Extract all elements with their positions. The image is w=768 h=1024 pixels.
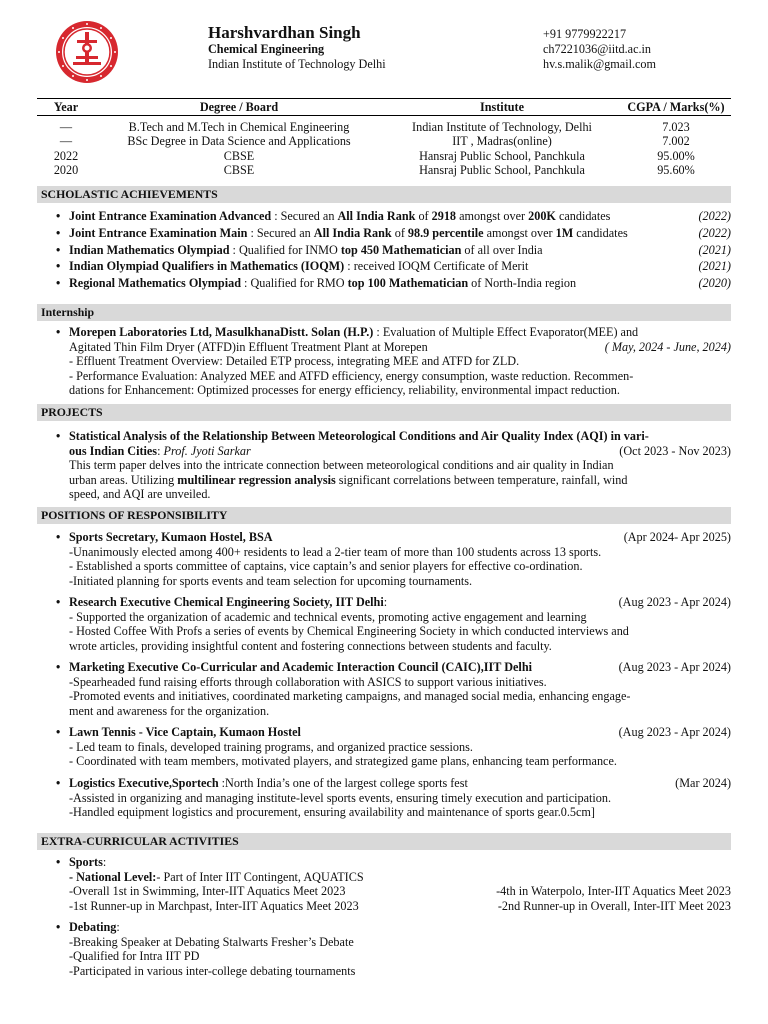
table-row — [37, 116, 731, 135]
section-extra-curricular: EXTRA-CURRICULAR ACTIVITIES — [37, 833, 731, 850]
eca-debating-item: -Qualified for Intra IIT PD — [69, 949, 200, 964]
list-item: • Joint Entrance Examination Main : Secured an All India Rank of 98.9 percentile amongst over 1M candidates (2022) — [69, 225, 731, 242]
achievement-year: (2020) — [698, 276, 731, 291]
position-date: (Apr 2024- Apr 2025) — [623, 530, 731, 544]
section-projects: PROJECTS — [37, 404, 731, 421]
internship-point: - Performance Evaluation: Analyzed MEE and ATFD efficiency, energy consumption, waste reduction. Recommen- — [69, 368, 634, 383]
table-cell: — — [59, 120, 73, 134]
achievement-title: Joint Entrance Examination Main — [69, 225, 248, 240]
achievement-year: (2021) — [698, 259, 731, 274]
table-cell: Hansraj Public School, Panchkula — [419, 148, 585, 163]
eca-sports-achievement: -4th in Waterpolo, Inter-IIT Aquatics Meet 2023 — [496, 884, 731, 899]
internship-company: Morepen Laboratories Ltd, MasulkhanaDistt. Solan (H.P.) — [69, 325, 374, 339]
table-cell: 7.023 — [662, 120, 690, 134]
email-iitd[interactable]: ch7221036@iitd.ac.in — [543, 42, 652, 56]
phone: +91 9779922217 — [543, 27, 627, 41]
email-personal[interactable]: hv.s.malik@gmail.com — [543, 57, 656, 71]
position-date: (Aug 2023 - Apr 2024) — [618, 725, 731, 739]
project-desc: urban areas. Utilizing multilinear regression analysis significant correlations between temperature, rainfall, wind — [69, 472, 628, 487]
position-title: Research Executive Chemical Engineering Society, IIT Delhi — [69, 595, 384, 609]
table-cell: 2020 — [53, 163, 79, 178]
position-point: - Supported the organization of academic and technical events, promoting active engagement and learning — [69, 609, 587, 624]
table-cell: CBSE — [223, 148, 255, 163]
position-date: (Mar 2024) — [675, 776, 731, 790]
position-date: (Aug 2023 - Apr 2024) — [618, 660, 731, 674]
internship-block — [69, 325, 731, 398]
list-item: • Indian Mathematics Olympiad : Qualified for INMO top 450 Mathematician of all over India (2021) — [69, 242, 731, 259]
project-date: (Oct 2023 - Nov 2023) — [619, 443, 731, 458]
position-date: (Aug 2023 - Apr 2024) — [618, 595, 731, 609]
achievement-year: (2022) — [698, 209, 731, 223]
position-title: Sports Secretary, Kumaon Hostel, BSA — [69, 530, 273, 544]
project-desc: This term paper delves into the intricate connection between meteorological conditions and air quality in Indian — [69, 458, 614, 473]
education-table — [37, 98, 731, 178]
position-point: -Promoted events and initiatives, coordinated marketing campaigns, and managed social media, enhancing engage- — [69, 689, 631, 704]
position-title: Logistics Executive,Sportech — [69, 776, 219, 790]
education-header-row — [37, 99, 731, 116]
table-cell: 95.00% — [657, 148, 695, 163]
table-row — [37, 163, 731, 177]
list-item: • Indian Olympiad Qualifiers in Mathematics (IOQM) : received IOQM Certificate of Merit (2021) — [69, 258, 731, 275]
achievement-title: Joint Entrance Examination Advanced — [69, 209, 272, 223]
section-scholastic-achievements: SCHOLASTIC ACHIEVEMENTS — [37, 186, 731, 203]
position-point: ment and awareness for the organization. — [69, 703, 270, 718]
position-point: - Hosted Coffee With Profs a series of events by Chemical Engineering Society in which conducted interviews and — [69, 624, 629, 639]
project-desc: speed, and AQI are unveiled. — [69, 487, 211, 502]
position-point: -Assisted in organizing and managing institute-level sports events, ensuring timely execution and participation. — [69, 790, 611, 805]
position-item: • Research Executive Chemical Engineering Society, IIT Delhi: (Aug 2023 - Apr 2024) - Supported the organization of academic and technical events, promoting active engagement and learning - Hosted Coffee With Profs a series of events by Chemical Engineering Society in which conducted interviews and wrote articles, providing insightful content and fostering connections between students and faculty. — [69, 595, 731, 653]
position-point: -Spearheaded fund raising efforts through collaboration with ASICS to support various initiatives. — [69, 674, 547, 689]
table-cell: 2022 — [53, 148, 79, 163]
project-title: Statistical Analysis of the Relationship Between Meteorological Conditions and Air Quality Index (AQI) in vari- — [69, 429, 649, 443]
table-cell: Indian Institute of Technology, Delhi — [412, 120, 592, 134]
iit-delhi-logo-icon — [55, 20, 119, 84]
eca-sports-label: Sports — [69, 855, 103, 869]
table-cell: B.Tech and M.Tech in Chemical Engineering — [128, 120, 350, 134]
project-prof: Prof. Jyoti Sarkar — [163, 443, 251, 458]
position-title: Marketing Executive Co-Curricular and Academic Interaction Council (CAIC),IIT Delhi — [69, 660, 532, 674]
table-cell: 95.60% — [657, 163, 695, 178]
position-point: - Coordinated with team members, motivated players, and strategized game plans, enhancing team performance. — [69, 754, 617, 769]
position-point: -Handled equipment logistics and procurement, ensuring availability and maintenance of sports gear.0.5cm] — [69, 805, 595, 820]
eca-sports-achievement: -1st Runner-up in Marchpast, Inter-IIT Aquatics Meet 2023 — [69, 898, 359, 913]
achievement-year: (2022) — [698, 225, 731, 240]
scholastic-list — [69, 208, 731, 292]
position-item — [69, 530, 731, 588]
position-point: - Established a sports committee of captains, vice captain’s and senior players for effective co-ordination. — [69, 559, 583, 574]
internship-subtitle-line: Agitated Thin Film Dryer (ATFD)in Effluent Treatment Plant at Morepen ( May, 2024 - June, 2024) — [69, 339, 731, 354]
eca-sports-achievement: -2nd Runner-up in Overall, Inter-IIT Meet 2023 — [497, 898, 731, 913]
position-point: wrote articles, providing insightful content and fostering connections between students and faculty. — [69, 638, 552, 653]
list-item: • Regional Mathematics Olympiad : Qualified for RMO top 100 Mathematician of North-India region (2020) — [69, 275, 731, 292]
col-cgpa: CGPA / Marks(%) — [621, 99, 731, 116]
col-degree: Degree / Board — [95, 99, 383, 116]
candidate-name: Harshvardhan Singh — [208, 23, 361, 42]
internship-point: - Effluent Treatment Overview: Detailed ETP process, integrating MEE and ATFD for ZLD. — [69, 354, 520, 369]
achievement-title: Indian Mathematics Olympiad — [69, 242, 230, 257]
table-cell: Hansraj Public School, Panchkula — [419, 163, 585, 178]
eca-sports-achievement: -Overall 1st in Swimming, Inter-IIT Aquatics Meet 2023 — [69, 884, 346, 899]
position-title: Lawn Tennis - Vice Captain, Kumaon Hostel — [69, 725, 301, 739]
internship-date: ( May, 2024 - June, 2024) — [604, 339, 731, 354]
list-item: • Joint Entrance Examination Advanced : Secured an All India Rank of 2918 amongst over 200K candidates (2022) — [69, 208, 731, 225]
col-year: Year — [37, 99, 95, 116]
position-item: • Logistics Executive,Sportech :North India’s one of the largest college sports fest (Mar 2024) -Assisted in organizing and managing institute-level sports events, ensuring timely execution and participation. -Handled equipment logistics and procurement, ensuring availability and maintenance of sports gear.0.5cm] — [69, 776, 731, 820]
position-point: - Led team to finals, developed training programs, and organized practice sessions. — [69, 739, 473, 754]
achievement-title: Indian Olympiad Qualifiers in Mathematics (IOQM) — [69, 259, 345, 274]
eca-debating-item: -Breaking Speaker at Debating Stalwarts Fresher’s Debate — [69, 934, 354, 949]
eca-national-label: - National Level: — [69, 869, 157, 884]
achievement-title: Regional Mathematics Olympiad — [69, 276, 241, 291]
table-cell: — — [59, 134, 73, 149]
eca-debating: • Debating: -Breaking Speaker at Debating Stalwarts Fresher’s Debate -Qualified for Intra IIT PD -Participated in various inter-college debating tournaments — [69, 920, 731, 978]
table-cell: CBSE — [223, 163, 255, 178]
position-item — [69, 725, 731, 769]
table-row — [37, 134, 731, 148]
eca-debating-item: -Participated in various inter-college debating tournaments — [69, 963, 356, 978]
internship-title-line: • Morepen Laboratories Ltd, MasulkhanaDistt. Solan (H.P.) : Evaluation of Multiple Effect Evaporator(MEE) and — [69, 325, 731, 340]
project-block — [69, 429, 731, 502]
department: Chemical Engineering — [208, 42, 325, 56]
col-institute: Institute — [383, 99, 621, 116]
position-point: -Initiated planning for sports events and team selection for upcoming tournaments. — [69, 573, 473, 588]
position-item — [69, 660, 731, 718]
achievement-year: (2021) — [698, 242, 731, 257]
table-cell: BSc Degree in Data Science and Applications — [127, 134, 351, 149]
institute: Indian Institute of Technology Delhi — [208, 57, 386, 71]
section-internship: Internship — [37, 304, 731, 321]
eca-debating-label: Debating — [69, 920, 117, 934]
project-title-line-2: ous Indian Cities: Prof. Jyoti Sarkar (Oct 2023 - Nov 2023) — [69, 443, 731, 458]
position-point: -Unanimously elected among 400+ residents to lead a 2-tier team of more than 100 students across 13 sports. — [69, 544, 602, 559]
table-row — [37, 149, 731, 163]
table-cell: IIT , Madras(online) — [452, 134, 552, 149]
internship-point: dations for Enhancement: Optimized processes for energy efficiency, reliability, environmental impact reduction. — [69, 383, 620, 398]
project-title-line — [69, 429, 731, 444]
eca-sports: • Sports: - National Level:- Part of Inter IIT Contingent, AQUATICS -Overall 1st in Swimming, Inter-IIT Aquatics Meet 2023 -4th in Waterpolo, Inter-IIT Aquatics Meet 2023 -1st Runner-up in Marchpast, Inter-IIT Aquatics Meet 2023 -2nd Runner-up in Overall, Inter-IIT Meet 2023 — [69, 855, 731, 913]
section-positions: POSITIONS OF RESPONSIBILITY — [37, 507, 731, 524]
table-cell: 7.002 — [662, 134, 690, 149]
